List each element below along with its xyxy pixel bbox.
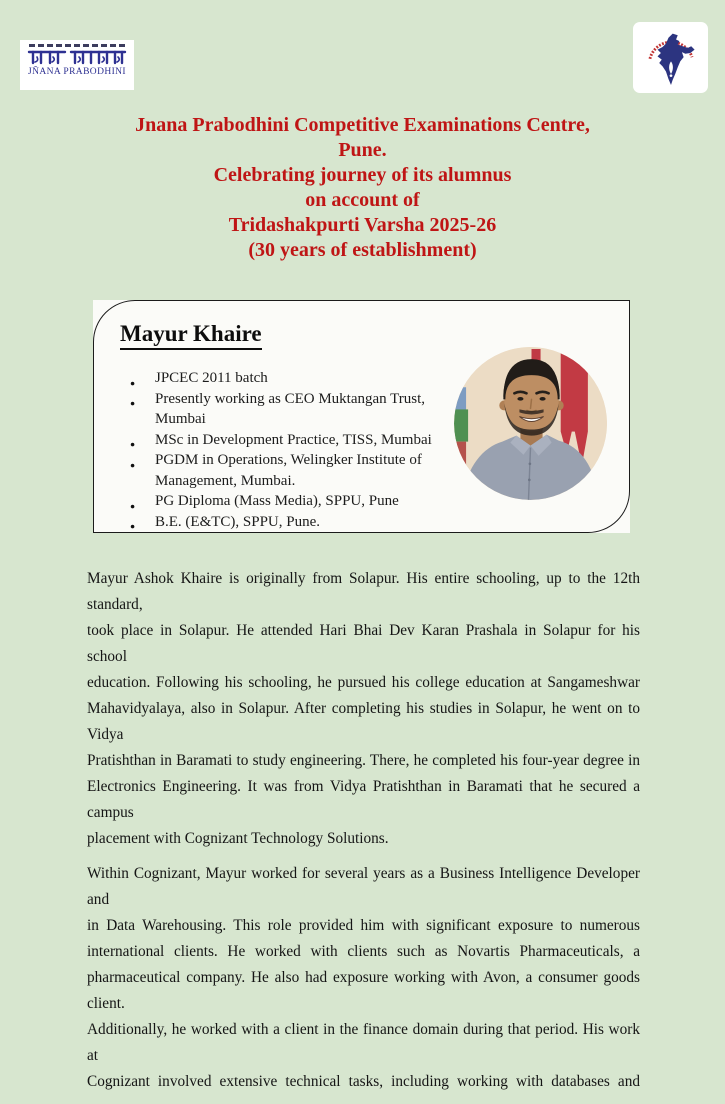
paragraph — [87, 861, 640, 1095]
bullet-line: ● JPCEC 2011 batch — [155, 370, 268, 386]
india-emblem-logo — [633, 22, 708, 93]
paragraph — [87, 566, 640, 852]
bullet-line: Management, Mumbai. — [155, 472, 296, 489]
body-paragraphs — [87, 566, 640, 1104]
devanagari-wordmark-icon — [25, 49, 129, 67]
bullet-line: ● PGDM in Operations, Welingker Institute of — [155, 452, 422, 468]
india-map-icon — [639, 27, 703, 89]
paragraph-line: Cognizant involved extensive technical tasks, including working with databases and — [87, 1073, 640, 1090]
paragraph-line: Mayur Ashok Khaire is originally from Solapur. His entire schooling, up to the 12th standard, — [87, 570, 640, 613]
bullet-item — [129, 512, 449, 533]
paragraph-line: Pratishthan in Baramati to study engineering. There, he completed his four-year degree in — [87, 752, 640, 769]
paragraph-line: pharmaceutical company. He also had exposure working with Avon, a consumer goods client. — [87, 969, 640, 1012]
paragraph-line: Electronics Engineering. It was from Vidya Pratishthan in Baramati that he secured a campus — [87, 778, 640, 821]
paragraph-line: took place in Solapur. He attended Hari Bhai Dev Karan Prashala in Solapur for his school — [87, 622, 640, 665]
bullet-line: Mumbai — [155, 411, 206, 427]
bullet-line: ● MSc in Development Practice, TISS, Mumbai — [155, 431, 432, 448]
portrait-illustration — [454, 347, 607, 500]
bullet-item — [129, 430, 449, 451]
paragraph-line: Additionally, he worked with a client in the finance domain during that period. His work at — [87, 1021, 640, 1064]
bullet-item — [129, 491, 449, 512]
paragraph-line: international clients. He worked with clients such as Novartis Pharmaceuticals, a — [87, 943, 640, 960]
logo-latin-name: JÑANA PRABODHINI — [28, 67, 126, 77]
jnana-prabodhini-logo — [20, 40, 134, 90]
bullet-line: ● PG Diploma (Mass Media), SPPU, Pune — [155, 493, 399, 509]
title-line: on account of — [305, 189, 420, 211]
title-line: Pune. — [338, 139, 387, 161]
paragraph-line: Within Cognizant, Mayur worked for several years as a Business Intelligence Developer and — [87, 865, 640, 908]
india-silhouette — [657, 33, 694, 84]
bullet-line: ● B.E. (E&TC), SPPU, Pune. — [155, 513, 321, 530]
title-line: Jnana Prabodhini Competitive Examinations Centre, — [135, 114, 590, 136]
bullet-item — [129, 368, 449, 389]
logo-tagline-microtext — [29, 44, 125, 47]
title-line: (30 years of establishment) — [248, 239, 477, 261]
paragraph-line: placement with Cognizant Technology Solutions. — [87, 830, 389, 847]
profile-bullets — [129, 368, 449, 532]
alumnus-card — [93, 300, 630, 533]
page-title — [0, 113, 725, 263]
bullet-item — [129, 450, 449, 491]
paragraph-line: Mahavidyalaya, also in Solapur. After completing his studies in Solapur, he went on to Vidya — [87, 700, 640, 743]
alumnus-name: Mayur Khaire — [120, 320, 262, 350]
bullet-line: ● Presently working as CEO Muktangan Trust, — [155, 390, 425, 407]
title-line: Celebrating journey of its alumnus — [213, 164, 512, 186]
profile-photo — [454, 347, 607, 500]
paragraph-line: education. Following his schooling, he pursued his college education at Sangameshwar — [87, 674, 640, 691]
bullet-item — [129, 389, 449, 430]
title-line: Tridashakpurti Varsha 2025-26 — [228, 214, 497, 236]
paragraph-line: in Data Warehousing. This role provided him with significant exposure to numerous — [87, 917, 640, 934]
